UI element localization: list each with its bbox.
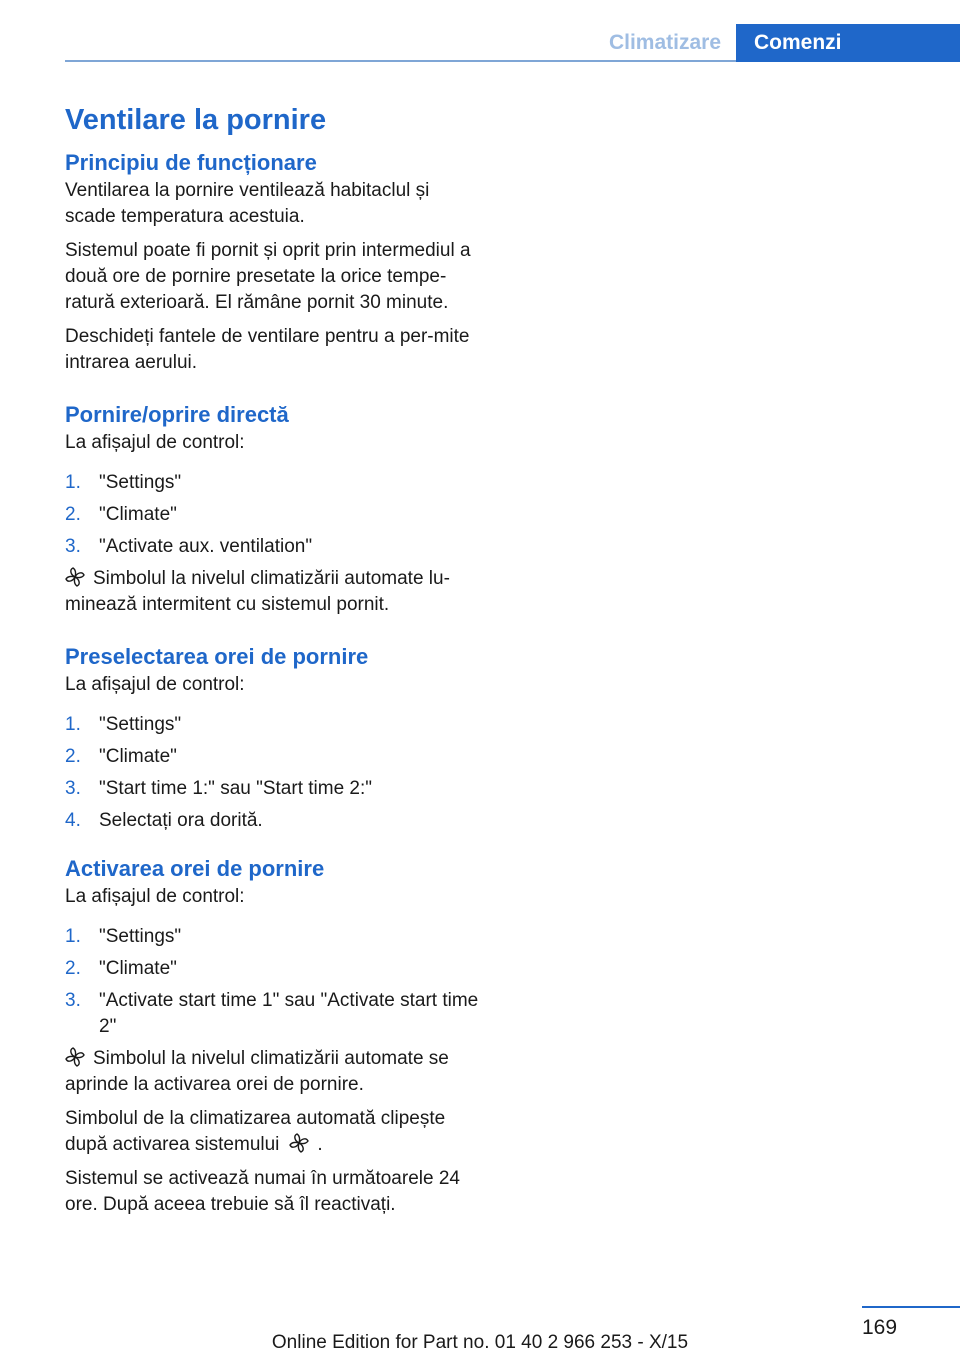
step-text: "Settings" [99,926,182,947]
page-content [65,100,485,1218]
step-number: 4. [65,810,81,831]
fan-icon [65,567,85,587]
fan-icon [289,1133,309,1153]
paragraph: La afișajul de control: [65,886,245,907]
step-text: "Climate" [99,958,177,979]
step-number: 3. [65,536,81,557]
step-number: 2. [65,958,81,979]
step-text: "Start time 1:" sau "Start time 2:" [99,778,373,799]
section-heading-direct: Pornire/oprire directă [65,402,289,427]
list-item [65,808,485,834]
paragraph: La afișajul de control: [65,674,245,695]
section-heading-preselect: Preselectarea orei de pornire [65,644,369,669]
page-number: 169 [862,1316,898,1339]
step-text: "Activate aux. ventilation" [99,536,313,557]
list-item [65,744,485,770]
list-item [65,502,485,528]
list-item [65,534,485,560]
page-title: Ventilare la pornire [65,104,327,136]
step-number: 2. [65,504,81,525]
edition-footer: Online Edition for Part no. 01 40 2 966 253 - X/15 [271,1332,689,1353]
steps-list-activate [65,924,485,1040]
step-number: 1. [65,926,81,947]
note-text: Simbolul la nivelul climatizării automate lu‐minează intermitent cu sistemul pornit. [65,568,450,615]
note-text: Simbolul la nivelul climatizării automate se aprinde la activarea orei de pornire. [65,1048,449,1095]
paragraph [65,1106,485,1158]
step-text: "Settings" [99,472,182,493]
step-text: "Climate" [99,504,177,525]
step-number: 1. [65,714,81,735]
list-item [65,470,485,496]
paragraph-text: Simbolul de la climatizarea automată clipește după activarea sistemului [65,1108,446,1155]
section-heading-principle: Principiu de funcționare [65,150,317,175]
steps-list-preselect [65,712,485,834]
header-section-tab[interactable]: Climatizare [608,31,722,54]
list-item [65,776,485,802]
list-item [65,924,485,950]
step-text: "Settings" [99,714,182,735]
footer-rule [862,1306,960,1308]
note-paragraph [65,566,485,618]
step-text: "Climate" [99,746,177,767]
step-number: 2. [65,746,81,767]
paragraph-text: . [317,1134,323,1155]
paragraph: Sistemul se activează numai în următoarele 24 ore. După aceea trebuie să îl reactivați. [65,1168,460,1215]
list-item [65,956,485,982]
section-heading-activate: Activarea orei de pornire [65,856,325,881]
fan-icon [65,1047,85,1067]
step-text: Selectați ora dorită. [99,810,263,831]
list-item [65,988,485,1040]
steps-list-direct [65,470,485,560]
note-paragraph [65,1046,485,1098]
step-number: 3. [65,990,81,1011]
header-chapter-tab[interactable]: Comenzi [736,24,960,62]
paragraph: Sistemul poate fi pornit și oprit prin intermediul a două ore de pornire presetate la orice tempe‐ratură exterioară. El rămâne pornit 30 minute. [65,240,471,313]
paragraph: La afișajul de control: [65,432,245,453]
step-number: 3. [65,778,81,799]
step-number: 1. [65,472,81,493]
paragraph: Deschideți fantele de ventilare pentru a per‐mite intrarea aerului. [65,326,470,373]
paragraph: Ventilarea la pornire ventilează habitaclul și scade temperatura acestuia. [65,180,430,227]
step-text: "Activate start time 1" sau "Activate start time 2" [99,990,479,1037]
list-item [65,712,485,738]
